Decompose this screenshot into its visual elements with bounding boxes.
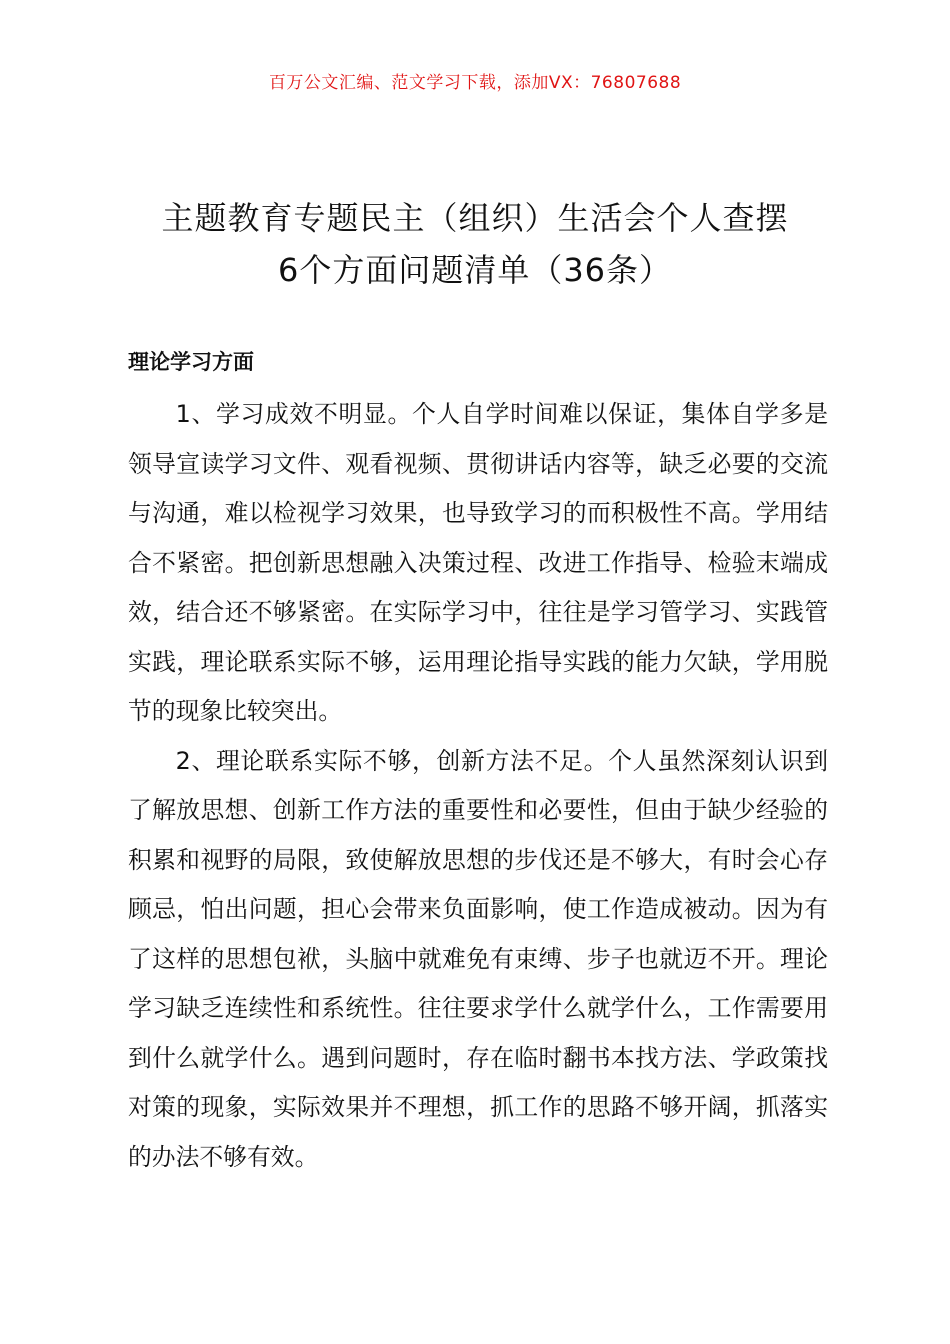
paragraph-1: 1、学习成效不明显。个人自学时间难以保证，集体自学多是领导宣读学习文件、观看视频、贯彻讲话内容等，缺乏必要的交流与沟通，难以检视学习效果，也导致学习的而积极性不高。学用结合不紧密。把创新思想融入决策过程、改进工作指导、检验末端成效，结合还不够紧密。在实际学习中，往往是学习管学习、实践管实践，理论联系实际不够，运用理论指导实践的能力欠缺，学用脱节的现象比较突出。 (128, 400, 828, 725)
section-body (128, 390, 828, 1182)
header-watermark-note: 百万公文汇编、范文学习下载，添加VX：76807688 (268, 73, 682, 93)
document-title (60, 192, 890, 296)
paragraph-2: 2、理论联系实际不够，创新方法不足。个人虽然深刻认识到了解放思想、创新工作方法的重要性和必要性，但由于缺少经验的积累和视野的局限，致使解放思想的步伐还是不够大，有时会心存顾忌，怕出问题，担心会带来负面影响，使工作造成被动。因为有了这样的思想包袱，头脑中就难免有束缚、步子也就迈不开。理论学习缺乏连续性和系统性。往往要求学什么就学什么，工作需要用到什么就学什么。遇到问题时，存在临时翻书本找方法、学政策找对策的现象，实际效果并不理想，抓工作的思路不够开阔，抓落实的办法不够有效。 (128, 746, 828, 1171)
document-title-line-1: 主题教育专题民主（组织）生活会个人查摆 (161, 199, 789, 237)
document-title-line-2: 6个方面问题清单（36条） (277, 251, 673, 289)
section-heading: 理论学习方面 (128, 350, 254, 374)
